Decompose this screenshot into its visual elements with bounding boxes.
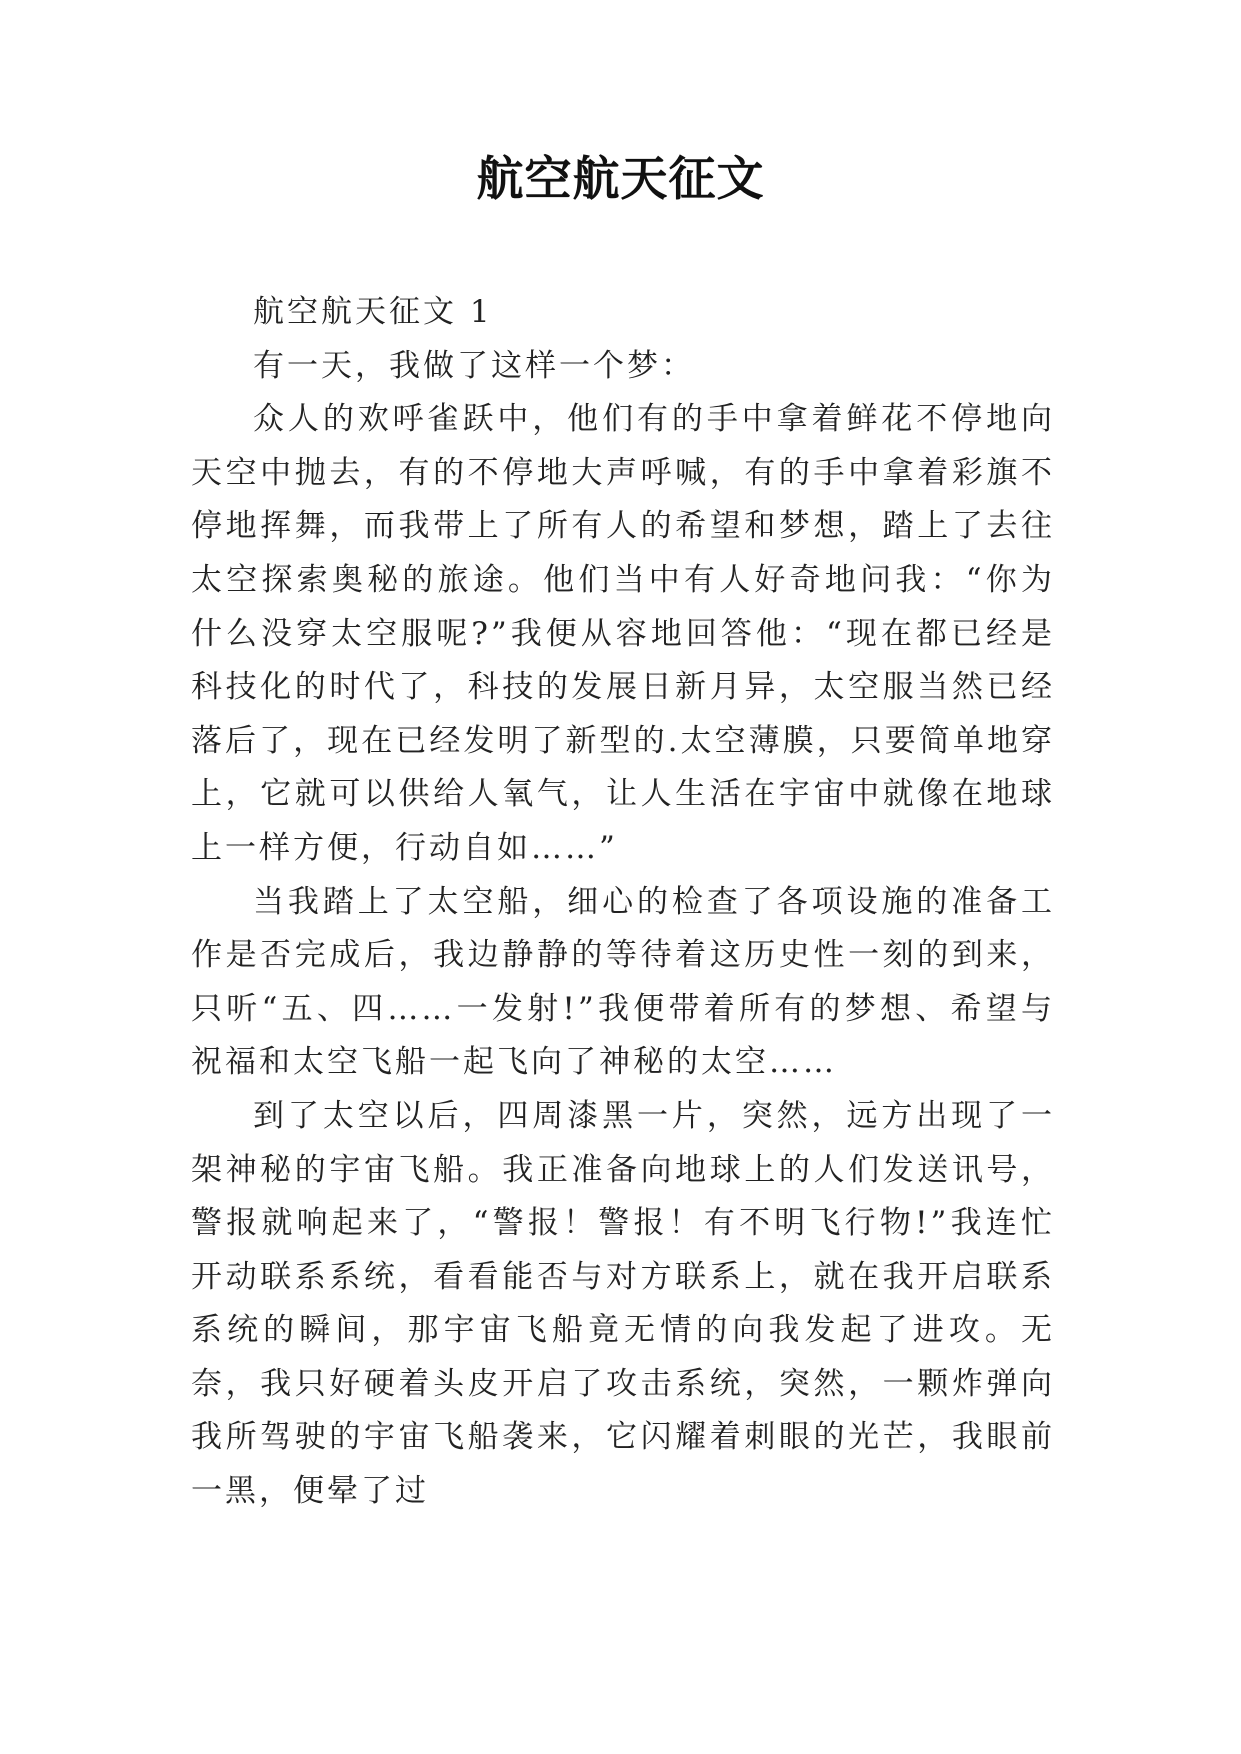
document-title: 航空航天征文 [476,152,765,207]
document-body [191,286,1055,1519]
paragraph: 到了太空以后，四周漆黑一片，突然，远方出现了一架神秘的宇宙飞船。我正准备向地球上的人们发送讯号，警报就响起来了，“警报！警报！有不明飞行物!”我连忙开动联系系统，看看能否与对方联系上，就在我开启联系系统的瞬间，那宇宙飞船竟无情的向我发起了进攻。无奈，我只好硬着头皮开启了攻击系统，突然，一颗炸弹向我所驾驶的宇宙飞船袭来，它闪耀着刺眼的光芒，我眼前一黑，便晕了过 [191,1097,1055,1510]
paragraph: 众人的欢呼雀跃中，他们有的手中拿着鲜花不停地向天空中抛去，有的不停地大声呼喊，有的手中拿着彩旗不停地挥舞，而我带上了所有人的希望和梦想，踏上了去往太空探索奥秘的旅途。他们当中有人好奇地问我：“你为什么没穿太空服呢?”我便从容地回答他：“现在都已经是科技化的时代了，科技的发展日新月异，太空服当然已经落后了，现在已经发明了新型的.太空薄膜，只要简单地穿上，它就可以供给人氧气，让人生活在宇宙中就像在地球上一样方便，行动自如……” [191,401,1055,866]
paragraph: 当我踏上了太空船，细心的检查了各项设施的准备工作是否完成后，我边静静的等待着这历史性一刻的到来，只听“五、四……一发射!”我便带着所有的梦想、希望与祝福和太空飞船一起飞向了神秘的太空…… [191,883,1055,1081]
section-heading: 航空航天征文 1 [253,294,493,330]
paragraph: 有一天，我做了这样一个梦： [253,347,695,384]
